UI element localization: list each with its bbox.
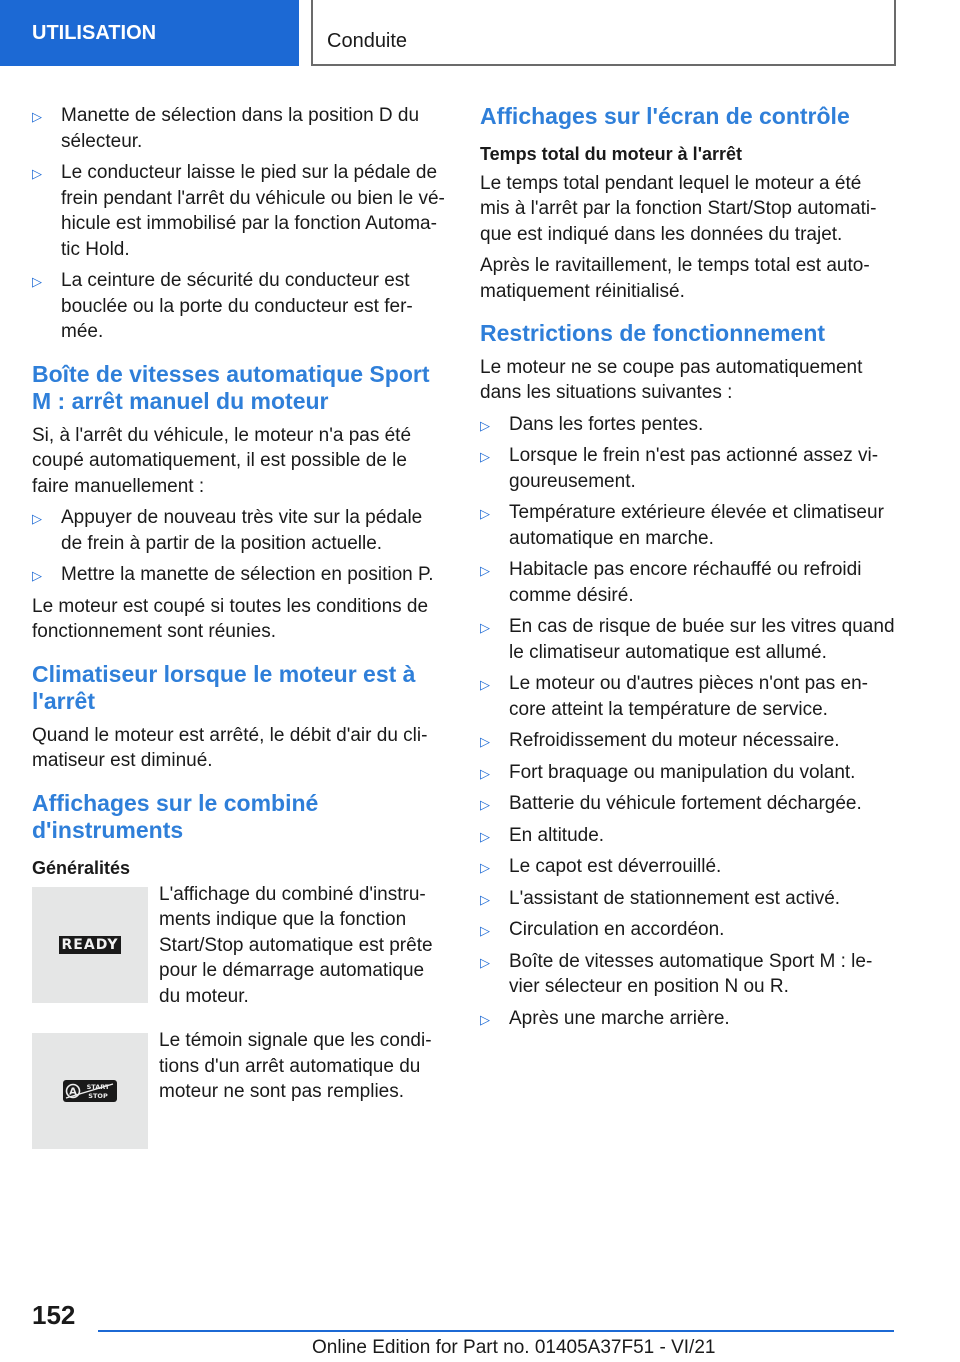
paragraph: Le moteur ne se coupe pas automatiquement dans les situations suivantes : xyxy=(480,356,863,403)
list-item: ▷ En altitude. xyxy=(480,823,896,849)
page-header xyxy=(0,0,960,66)
triangle-bullet-icon: ▷ xyxy=(480,563,490,578)
svg-text:STOP: STOP xyxy=(88,1092,108,1100)
heading-instrument-cluster: Affichages sur le combiné d'instruments xyxy=(32,789,319,843)
triangle-bullet-icon: ▷ xyxy=(480,677,490,692)
left-column xyxy=(32,103,448,1173)
triangle-bullet-icon: ▷ xyxy=(32,166,42,181)
triangle-bullet-icon: ▷ xyxy=(480,860,490,875)
triangle-bullet-icon: ▷ xyxy=(32,274,42,289)
start-stop-warning-image xyxy=(32,1033,148,1149)
section-tab: UTILISATION xyxy=(0,0,299,66)
list-item: ▷ Lorsque le frein n'est pas actionné assez vigoureusement. xyxy=(480,445,879,492)
triangle-bullet-icon: ▷ xyxy=(32,511,42,526)
list-item: ▷ Circulation en accordéon. xyxy=(480,917,896,943)
list-item: ▷ Le conducteur laisse le pied sur la pédale de frein pendant l'arrêt du véhicule ou bien le véhicule est immobilisé par la fonction Automatic Hold. xyxy=(32,162,445,260)
triangle-bullet-icon: ▷ xyxy=(480,620,490,635)
ready-indicator-block xyxy=(32,883,448,1010)
start-stop-warning-block xyxy=(32,1030,448,1149)
triangle-bullet-icon: ▷ xyxy=(480,417,490,433)
chapter-title-box xyxy=(311,0,896,66)
triangle-bullet-icon: ▷ xyxy=(480,1011,490,1027)
list-item: ▷ En cas de risque de buée sur les vitres quand le climatiseur automatique est allumé. xyxy=(480,616,895,663)
start-stop-warning-text: Le témoin signale que les conditions d'un arrêt automatique du moteur ne sont pas remplies. xyxy=(159,1030,432,1102)
svg-text:START: START xyxy=(86,1083,110,1091)
list-item: ▷ Appuyer de nouveau très vite sur la pédale de frein à partir de la position actuelle. xyxy=(32,507,423,554)
heading-restrictions: Restrictions de fonctionnement xyxy=(480,320,826,346)
paragraph: Après le ravitaillement, le temps total est automatiquement réinitialisé. xyxy=(480,255,870,302)
triangle-bullet-icon: ▷ xyxy=(480,954,490,970)
triangle-bullet-icon: ▷ xyxy=(480,734,490,749)
triangle-bullet-icon: ▷ xyxy=(480,828,490,844)
intro-bullet-list xyxy=(32,103,448,345)
ready-indicator-text: L'affichage du combiné d'instruments indique que la fonction Start/Stop automatique est prête pour le démarrage automatique du moteur. xyxy=(159,883,433,1007)
heading-control-display: Affichages sur l'écran de contrôle xyxy=(480,103,850,129)
list-item: ▷ La ceinture de sécurité du conducteur est bouclée ou la porte du conducteur est fermée. xyxy=(32,270,413,342)
ready-icon: READY xyxy=(59,936,122,954)
list-item: ▷ Le capot est déverrouillé. xyxy=(480,854,896,880)
svg-text:A: A xyxy=(69,1086,77,1098)
list-item: ▷ Refroidissement du moteur nécessaire. xyxy=(480,728,896,754)
manual-stop-bullet-list xyxy=(32,505,448,588)
triangle-bullet-icon: ▷ xyxy=(480,506,490,521)
list-item: ▷ Température extérieure élevée et climatiseur automatique en marche. xyxy=(480,502,884,549)
list-item: ▷ Boîte de vitesses automatique Sport M : levier sélecteur en position N ou R. xyxy=(480,950,873,997)
paragraph: Le moteur est coupé si toutes les conditions de fonctionnement sont réunies. xyxy=(32,595,429,642)
right-column xyxy=(480,103,896,1037)
triangle-bullet-icon: ▷ xyxy=(480,891,490,907)
list-item: ▷ Habitacle pas encore réchauffé ou refroidi comme désiré. xyxy=(480,559,862,606)
list-item: ▷ Mettre la manette de sélection en position P. xyxy=(32,562,448,588)
start-stop-off-icon xyxy=(63,1080,117,1102)
triangle-bullet-icon: ▷ xyxy=(32,109,42,124)
triangle-bullet-icon: ▷ xyxy=(480,923,490,938)
paragraph: Si, à l'arrêt du véhicule, le moteur n'a pas été coupé automatiquement, il est possible de le faire manuellement : xyxy=(32,424,412,497)
ready-indicator-image xyxy=(32,887,148,1003)
subheading-total-stop-time: Temps total du moteur à l'arrêt xyxy=(480,143,742,164)
footer-divider xyxy=(98,1330,894,1332)
restrictions-bullet-list xyxy=(480,412,896,1032)
list-item: ▷ Dans les fortes pentes. xyxy=(480,412,896,438)
heading-climate: Climatiseur lorsque le moteur est à l'arrêt xyxy=(32,660,416,714)
paragraph: Quand le moteur est arrêté, le débit d'air du climatiseur est diminué. xyxy=(32,724,428,771)
list-item: ▷ Le moteur ou d'autres pièces n'ont pas encore atteint la température de service. xyxy=(480,673,868,720)
edition-footer: Online Edition for Part no. 01405A37F51 - VI/21 xyxy=(312,1337,716,1358)
triangle-bullet-icon: ▷ xyxy=(480,449,490,464)
paragraph: Le temps total pendant lequel le moteur a été mis à l'arrêt par la fonction Start/Stop automatique est indiqué dans les données du trajet. xyxy=(480,172,877,245)
list-item: ▷ Après une marche arrière. xyxy=(480,1006,896,1032)
heading-manual-stop: Boîte de vitesses automatique Sport M : arrêt manuel du moteur xyxy=(32,360,430,414)
list-item: ▷ Manette de sélection dans la position D du sélecteur. xyxy=(32,105,420,152)
chapter-title: Conduite xyxy=(327,30,408,52)
triangle-bullet-icon: ▷ xyxy=(32,568,42,583)
page-number: 152 xyxy=(32,1300,76,1330)
list-item: ▷ L'assistant de stationnement est activé. xyxy=(480,886,896,912)
list-item: ▷ Fort braquage ou manipulation du volant. xyxy=(480,760,896,786)
list-item: ▷ Batterie du véhicule fortement déchargée. xyxy=(480,791,896,817)
triangle-bullet-icon: ▷ xyxy=(480,765,490,781)
subheading-general: Généralités xyxy=(32,857,131,878)
triangle-bullet-icon: ▷ xyxy=(480,797,490,812)
